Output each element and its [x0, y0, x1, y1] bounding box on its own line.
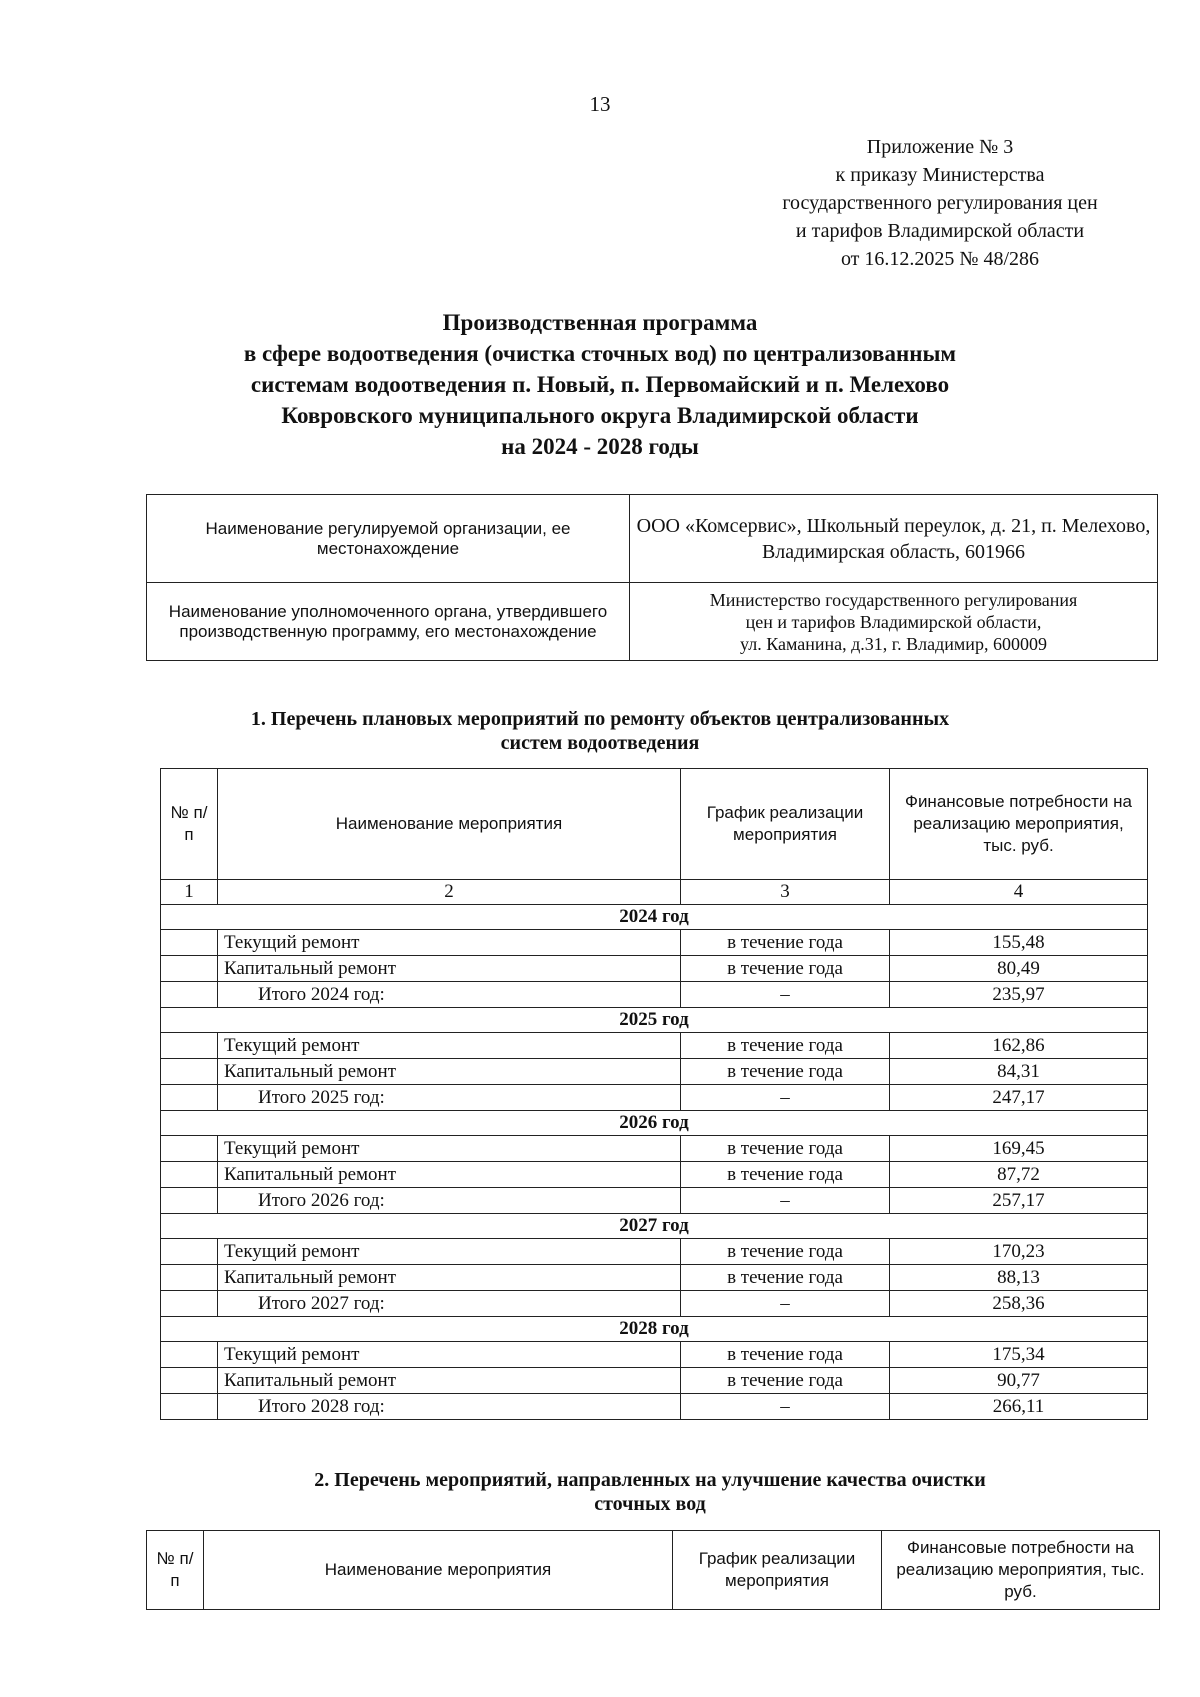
row-schedule: в течение года	[681, 1239, 890, 1265]
row-num	[161, 1136, 218, 1162]
row-name: Итого 2024 год:	[218, 982, 681, 1008]
row-name: Капитальный ремонт	[218, 956, 681, 982]
table-row	[161, 982, 1148, 1008]
row-name: Текущий ремонт	[218, 1239, 681, 1265]
section1-title-line: 1. Перечень плановых мероприятий по ремонту объектов централизованных	[250, 708, 950, 730]
section2-title-line: 2. Перечень мероприятий, направленных на улучшение качества очистки	[314, 1469, 986, 1491]
row-schedule: в течение года	[681, 1342, 890, 1368]
header-finance: Финансовые потребности на реализацию мероприятия, тыс. руб.	[882, 1531, 1160, 1610]
row-num	[161, 1085, 218, 1111]
year-header-row	[161, 1008, 1148, 1033]
row-value: 175,34	[890, 1342, 1148, 1368]
row-name: Капитальный ремонт	[218, 1059, 681, 1085]
appendix-line: от 16.12.2025 № 48/286	[840, 248, 1040, 270]
appendix-line: и тарифов Владимирской области	[795, 220, 1085, 242]
title-line: на 2024 - 2028 годы	[501, 434, 699, 459]
row-num	[161, 1033, 218, 1059]
year-label: 2024 год	[161, 905, 1148, 930]
row-name: Капитальный ремонт	[218, 1162, 681, 1188]
table-row	[161, 1239, 1148, 1265]
table-row	[161, 1085, 1148, 1111]
header-name: Наименование мероприятия	[218, 769, 681, 880]
row-name: Текущий ремонт	[218, 1342, 681, 1368]
header-schedule: График реализации мероприятия	[681, 769, 890, 880]
table-row	[161, 1162, 1148, 1188]
year-label: 2028 год	[161, 1317, 1148, 1342]
row-schedule: в течение года	[681, 1265, 890, 1291]
row-name: Капитальный ремонт	[218, 1265, 681, 1291]
table-row	[161, 1033, 1148, 1059]
authority-value-line: ул. Каманина, д.31, г. Владимир, 600009	[740, 633, 1047, 654]
row-value: 258,36	[890, 1291, 1148, 1317]
header-name: Наименование мероприятия	[204, 1531, 673, 1610]
row-num	[161, 1265, 218, 1291]
year-label: 2027 год	[161, 1214, 1148, 1239]
row-num	[161, 1239, 218, 1265]
row-value: 257,17	[890, 1188, 1148, 1214]
row-schedule: –	[681, 1291, 890, 1317]
year-header-row	[161, 905, 1148, 930]
col-number: 3	[681, 880, 890, 905]
row-schedule: в течение года	[681, 930, 890, 956]
section1-title	[150, 707, 1050, 755]
title-line: Ковровского муниципального округа Владимирской области	[281, 403, 919, 428]
table-row	[161, 1368, 1148, 1394]
col-number: 1	[161, 880, 218, 905]
col-number: 4	[890, 880, 1148, 905]
row-num	[161, 1291, 218, 1317]
appendix-line: государственного регулирования цен	[782, 192, 1098, 214]
row-name: Итого 2025 год:	[218, 1085, 681, 1111]
section2-title-line: сточных вод	[594, 1493, 706, 1515]
row-schedule: –	[681, 1188, 890, 1214]
section2-title	[200, 1468, 1100, 1516]
row-num	[161, 956, 218, 982]
title-line: в сфере водоотведения (очистка сточных вод) по централизованным	[243, 341, 957, 366]
row-value: 80,49	[890, 956, 1148, 982]
row-schedule: в течение года	[681, 1368, 890, 1394]
row-value: 90,77	[890, 1368, 1148, 1394]
table-row	[147, 583, 1158, 661]
row-value: 84,31	[890, 1059, 1148, 1085]
org-value: ООО «Комсервис», Школьный переулок, д. 21, п. Мелехово, Владимирская область, 601966	[630, 495, 1158, 583]
table-header-row	[161, 769, 1148, 880]
row-num	[161, 1342, 218, 1368]
appendix-line: к приказу Министерства	[835, 164, 1045, 186]
organization-info-table	[146, 494, 1158, 661]
row-value: 266,11	[890, 1394, 1148, 1420]
row-value: 170,23	[890, 1239, 1148, 1265]
row-schedule: в течение года	[681, 1033, 890, 1059]
table-row	[161, 1291, 1148, 1317]
row-num	[161, 1368, 218, 1394]
col-number: 2	[218, 880, 681, 905]
row-schedule: в течение года	[681, 1059, 890, 1085]
year-label: 2025 год	[161, 1008, 1148, 1033]
table-row	[161, 1188, 1148, 1214]
table-row	[161, 1394, 1148, 1420]
repairs-table	[160, 768, 1148, 1420]
row-value: 88,13	[890, 1265, 1148, 1291]
table-row	[161, 1342, 1148, 1368]
title-line: Производственная программа	[442, 310, 758, 335]
table-row	[147, 495, 1158, 583]
row-schedule: в течение года	[681, 956, 890, 982]
table-row	[161, 1265, 1148, 1291]
authority-value-line: Министерство государственного регулирования	[709, 589, 1078, 610]
title-line: системам водоотведения п. Новый, п. Первомайский и п. Мелехово	[250, 372, 950, 397]
row-schedule: –	[681, 982, 890, 1008]
row-value: 155,48	[890, 930, 1148, 956]
table-row	[161, 1136, 1148, 1162]
header-num: № п/п	[161, 769, 218, 880]
row-num	[161, 930, 218, 956]
row-value: 235,97	[890, 982, 1148, 1008]
quality-measures-table	[146, 1530, 1160, 1610]
row-name: Капитальный ремонт	[218, 1368, 681, 1394]
row-value: 169,45	[890, 1136, 1148, 1162]
row-num	[161, 1162, 218, 1188]
year-rows	[161, 905, 1148, 1420]
appendix-line: Приложение № 3	[866, 136, 1014, 158]
row-schedule: в течение года	[681, 1162, 890, 1188]
row-name: Итого 2027 год:	[218, 1291, 681, 1317]
appendix-block	[720, 133, 1160, 273]
header-num: № п/п	[147, 1531, 204, 1610]
section1-title-line: систем водоотведения	[500, 732, 700, 754]
row-value: 247,17	[890, 1085, 1148, 1111]
row-schedule: в течение года	[681, 1136, 890, 1162]
year-label: 2026 год	[161, 1111, 1148, 1136]
year-header-row	[161, 1317, 1148, 1342]
authority-value-line: цен и тарифов Владимирской области,	[745, 611, 1042, 632]
document-title	[150, 307, 1050, 462]
row-num	[161, 982, 218, 1008]
row-schedule: –	[681, 1085, 890, 1111]
year-header-row	[161, 1214, 1148, 1239]
page-number: 13	[589, 92, 611, 116]
org-label: Наименование регулируемой организации, ее местонахождение	[147, 495, 630, 583]
table-row	[161, 956, 1148, 982]
authority-label: Наименование уполномоченного органа, утвердившего производственную программу, его местонахождение	[147, 583, 630, 661]
row-name: Текущий ремонт	[218, 1033, 681, 1059]
row-name: Итого 2026 год:	[218, 1188, 681, 1214]
row-num	[161, 1059, 218, 1085]
row-value: 87,72	[890, 1162, 1148, 1188]
year-header-row	[161, 1111, 1148, 1136]
row-schedule: –	[681, 1394, 890, 1420]
row-name: Текущий ремонт	[218, 930, 681, 956]
row-value: 162,86	[890, 1033, 1148, 1059]
table-row	[161, 1059, 1148, 1085]
header-finance: Финансовые потребности на реализацию мероприятия, тыс. руб.	[890, 769, 1148, 880]
table-row	[161, 930, 1148, 956]
header-schedule: График реализации мероприятия	[673, 1531, 882, 1610]
row-name: Текущий ремонт	[218, 1136, 681, 1162]
row-num	[161, 1188, 218, 1214]
row-num	[161, 1394, 218, 1420]
authority-value	[630, 583, 1158, 661]
table-header-row	[147, 1531, 1160, 1610]
row-name: Итого 2028 год:	[218, 1394, 681, 1420]
column-number-row	[161, 880, 1148, 905]
